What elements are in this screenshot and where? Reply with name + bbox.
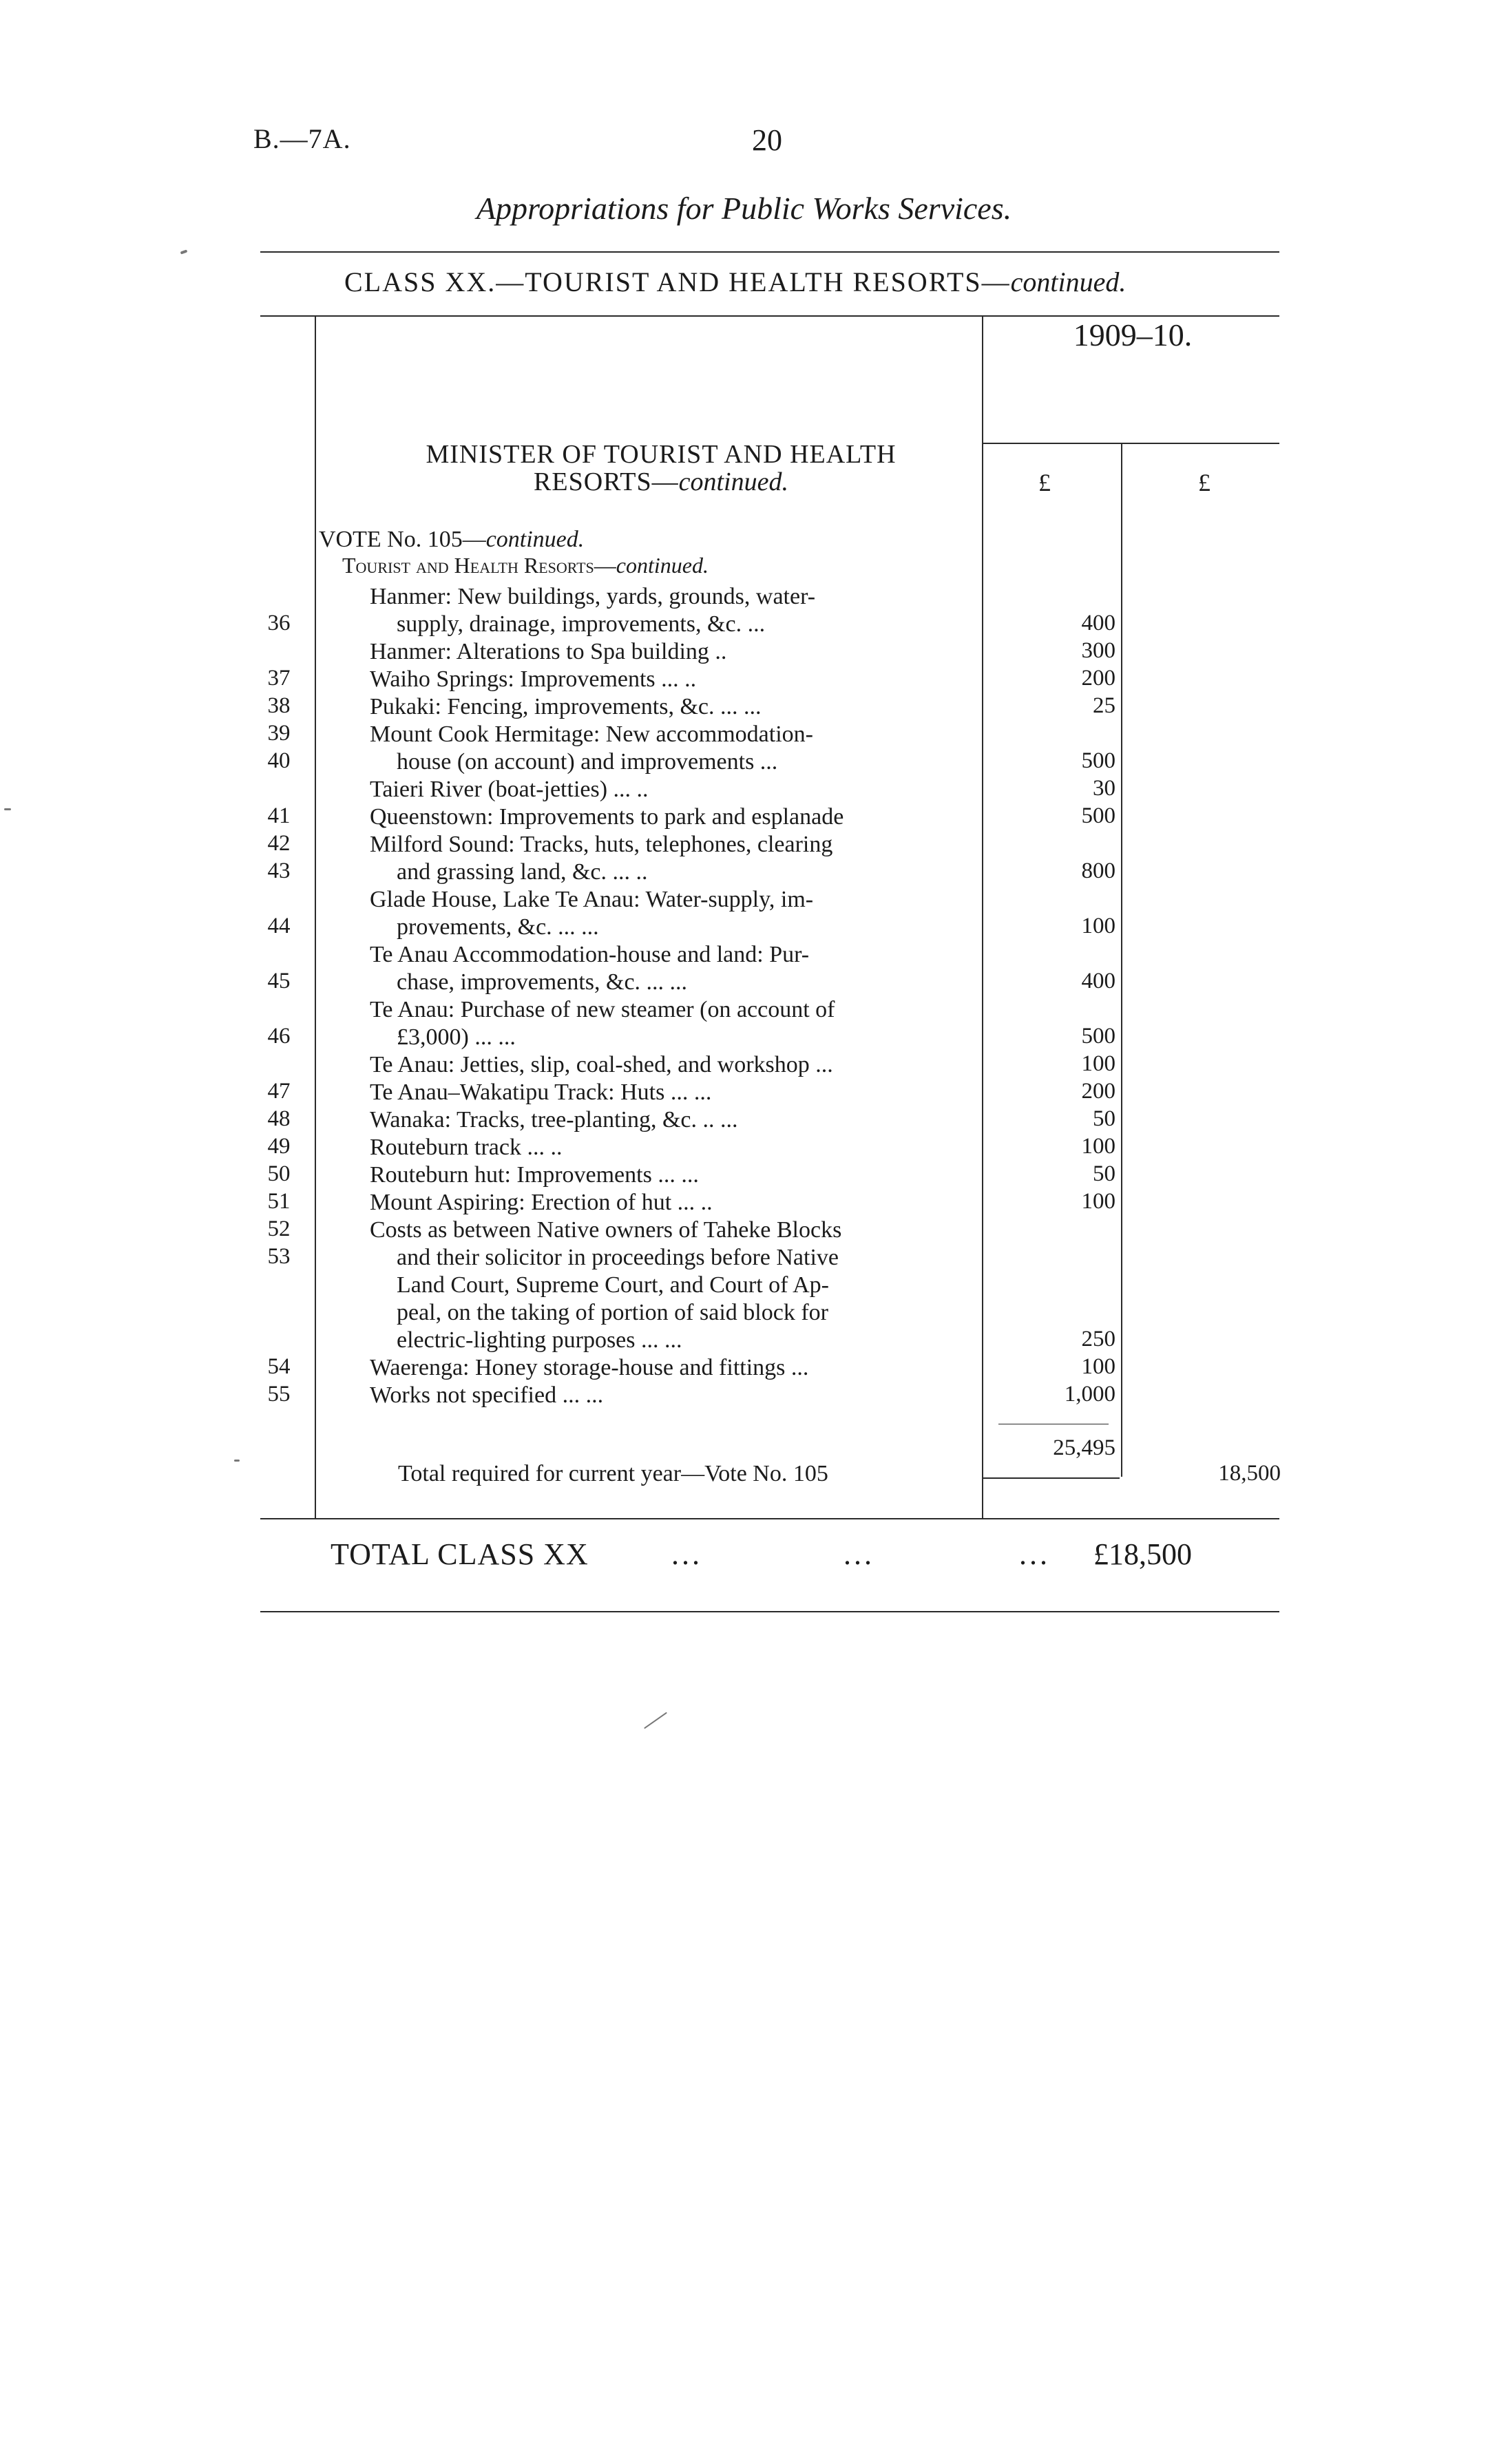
minister-heading-text: RESORTS— [534, 467, 679, 496]
minister-heading [317, 441, 1005, 496]
item-description: Te Anau: Jetties, slip, coal-shed, and workshop ... [370, 1052, 833, 1077]
item-description: £3,000) ... ... [397, 1024, 516, 1050]
item-description: Mount Cook Hermitage: New accommodation- [370, 722, 813, 747]
rule-year-bottom [983, 443, 1279, 444]
item-amount: 200 [1081, 1079, 1115, 1104]
scan-speck [4, 808, 11, 810]
item-description: electric-lighting purposes ... ... [397, 1327, 682, 1353]
class-heading [344, 266, 1126, 298]
item-amount: 30 [1093, 776, 1115, 801]
item-number: 55 [267, 1382, 291, 1407]
item-description: Wanaka: Tracks, tree-planting, &c. .. ... [370, 1107, 738, 1133]
document-code: B.—7A. [253, 123, 351, 154]
item-description: Waerenga: Honey storage-house and fittings ... [370, 1355, 809, 1380]
vote-subtotal: 25,495 [1053, 1435, 1115, 1460]
item-amount: 500 [1081, 748, 1115, 773]
item-amount: 100 [1081, 1189, 1115, 1214]
item-number: 39 [267, 721, 291, 746]
vote-grand-total: 18,500 [1218, 1461, 1281, 1486]
class-total-label: TOTAL CLASS XX [331, 1537, 589, 1571]
item-number: 51 [267, 1189, 291, 1214]
item-amount: 1,000 [1064, 1382, 1115, 1407]
scan-speck [234, 1460, 240, 1462]
item-description: Land Court, Supreme Court, and Court of Ap- [397, 1272, 829, 1298]
rule-bottom [260, 1611, 1279, 1612]
item-amount: 500 [1081, 1024, 1115, 1049]
item-number: 37 [267, 666, 291, 691]
section-heading-continued: continued. [616, 553, 709, 578]
item-description: Waiho Springs: Improvements ... .. [370, 666, 697, 692]
item-number: 42 [267, 831, 291, 856]
item-description: supply, drainage, improvements, &c. ... [397, 611, 766, 637]
item-amount: 800 [1081, 859, 1115, 883]
class-heading-continued: continued. [1010, 266, 1127, 297]
item-description: Taieri River (boat-jetties) ... .. [370, 777, 649, 802]
item-description: Routeburn track ... .. [370, 1135, 563, 1160]
item-amount: 400 [1081, 611, 1115, 635]
item-number: 44 [267, 914, 291, 938]
item-number: 46 [267, 1024, 291, 1049]
item-number: 54 [267, 1354, 291, 1379]
item-description: Pukaki: Fencing, improvements, &c. ... ... [370, 694, 762, 719]
column-divider-totals [1121, 444, 1122, 1477]
item-amount: 100 [1081, 1134, 1115, 1159]
item-number: 45 [267, 969, 291, 993]
scan-speck [644, 1712, 667, 1729]
class-total-dots-3: ... [1019, 1537, 1050, 1571]
item-number: 48 [267, 1106, 291, 1131]
item-amount: 400 [1081, 969, 1115, 993]
item-description: Milford Sound: Tracks, huts, telephones, clearing [370, 832, 833, 857]
item-description: Routeburn hut: Improvements ... ... [370, 1162, 699, 1188]
year-header: 1909–10. [1073, 317, 1193, 352]
item-number: 41 [267, 803, 291, 828]
item-number: 43 [267, 859, 291, 883]
item-amount: 250 [1081, 1327, 1115, 1351]
item-amount: 100 [1081, 1354, 1115, 1379]
minister-heading-continued: continued. [678, 467, 788, 496]
vote-label: VOTE No. 105— [319, 527, 486, 552]
item-number: 50 [267, 1161, 291, 1186]
item-number: 53 [267, 1244, 291, 1269]
class-total-dots-1: ... [671, 1537, 702, 1571]
rule-subtotal-under [983, 1477, 1120, 1479]
item-description: and grassing land, &c. ... .. [397, 859, 648, 885]
minister-heading-line1: MINISTER OF TOURIST AND HEALTH [426, 440, 897, 469]
item-description: Costs as between Native owners of Taheke Blocks [370, 1217, 842, 1243]
currency-symbol-total: £ [1198, 469, 1211, 496]
page-subtitle: Appropriations for Public Works Services. [476, 191, 1012, 226]
item-number: 40 [267, 748, 291, 773]
class-total-dots-2: ... [843, 1537, 874, 1571]
vote-heading [319, 527, 584, 553]
item-description: and their solicitor in proceedings before Native [397, 1245, 839, 1270]
item-description: provements, &c. ... ... [397, 914, 599, 940]
item-number: 47 [267, 1079, 291, 1104]
item-description: house (on account) and improvements ... [397, 749, 778, 775]
item-description: Hanmer: Alterations to Spa building .. [370, 639, 727, 664]
item-description: chase, improvements, &c. ... ... [397, 969, 688, 995]
minister-heading-line2 [317, 468, 1005, 496]
rule-top [260, 251, 1279, 253]
item-amount: 50 [1093, 1106, 1115, 1131]
column-divider-left [315, 317, 316, 1518]
item-number: 36 [267, 611, 291, 635]
scan-speck [180, 249, 188, 254]
item-description: Works not specified ... ... [370, 1382, 604, 1408]
item-amount: 25 [1093, 693, 1115, 718]
item-amount: 200 [1081, 666, 1115, 691]
currency-symbol-items: £ [1038, 469, 1051, 496]
item-description: Mount Aspiring: Erection of hut ... .. [370, 1190, 713, 1215]
vote-total-label: Total required for current year—Vote No. 105 [398, 1461, 828, 1486]
item-description: peal, on the taking of portion of said block for [397, 1300, 828, 1325]
class-heading-text: CLASS XX.—TOURIST AND HEALTH RESORTS— [344, 266, 1011, 297]
section-heading [342, 553, 709, 578]
page-number: 20 [752, 123, 782, 157]
item-description: Te Anau–Wakatipu Track: Huts ... ... [370, 1080, 712, 1105]
item-description: Queenstown: Improvements to park and esplanade [370, 804, 844, 830]
item-description: Hanmer: New buildings, yards, grounds, water- [370, 584, 816, 609]
section-heading-label: Tourist and Health Resorts— [342, 553, 616, 578]
item-number: 38 [267, 693, 291, 718]
item-description: Glade House, Lake Te Anau: Water-supply, im- [370, 887, 814, 912]
item-amount: 50 [1093, 1161, 1115, 1186]
class-total-amount: £18,500 [1093, 1537, 1192, 1571]
item-description: Te Anau Accommodation-house and land: Pur- [370, 942, 810, 967]
item-number: 52 [267, 1217, 291, 1241]
item-amount: 100 [1081, 914, 1115, 938]
item-amount: 300 [1081, 638, 1115, 663]
item-number: 49 [267, 1134, 291, 1159]
rule-table-bottom [260, 1518, 1279, 1519]
vote-continued: continued. [485, 527, 585, 552]
item-amount: 100 [1081, 1051, 1115, 1076]
item-description: Te Anau: Purchase of new steamer (on account of [370, 997, 835, 1022]
item-amount: 500 [1081, 803, 1115, 828]
